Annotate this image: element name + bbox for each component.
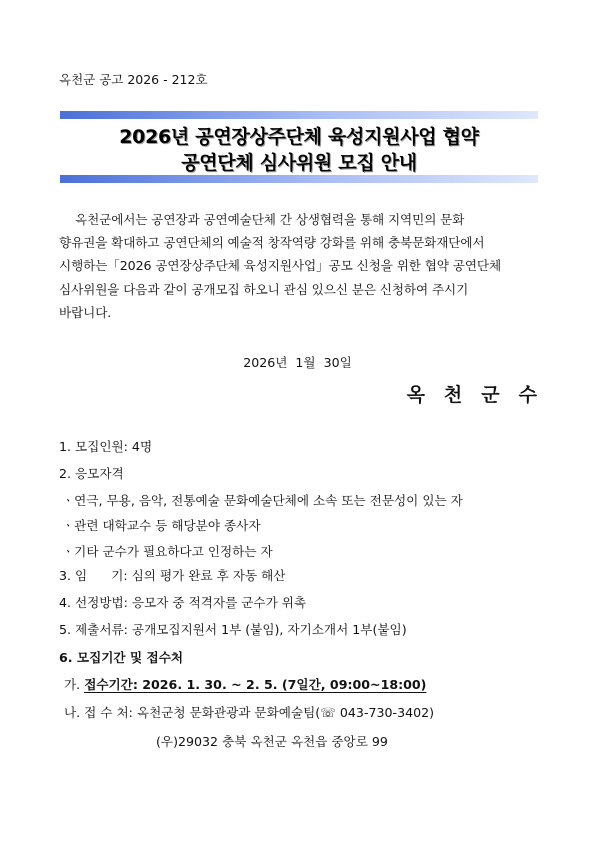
notice-body	[59, 208, 541, 324]
title-bar-bottom	[60, 175, 538, 183]
notice-number: 옥천군 공고 2026 - 212호	[59, 72, 208, 87]
item-period	[64, 674, 426, 693]
body-line: 시행하는「2026 공연장상주단체 육성지원사업」공모 신청을 위한 협약 공연단체	[59, 258, 502, 274]
item-period-heading: 6. 모집기간 및 접수처	[59, 650, 184, 665]
item-recruit-count: 1. 모집인원: 4명	[59, 439, 153, 454]
item-address: (우)29032 충북 옥천군 옥천읍 중앙로 99	[156, 734, 388, 749]
body-line: 옥천군에서는 공연장과 공연예술단체 간 상생협력을 통해 지역민의 문화	[75, 212, 465, 227]
notice-date: 2026년 1월 30일	[243, 355, 352, 370]
item-contact: 나. 접 수 처: 옥천군청 문화관광과 문화예술팀(☏ 043-730-3402)	[64, 705, 435, 720]
body-line: 심사위원을 다음과 같이 공개모집 하오니 관심 있으신 분은 신청하여 주시기	[59, 281, 469, 297]
body-line: 바랍니다.	[59, 304, 112, 320]
document-title-line1: 2026년 공연장상주단체 육성지원사업 협약	[119, 126, 479, 148]
item-documents: 5. 제출서류: 공개모집지원서 1부 (붙임), 자기소개서 1부(붙임)	[59, 622, 407, 637]
body-line: 향유권을 확대하고 공연단체의 예술적 창작역량 강화를 위해 충북문화재단에서	[59, 235, 485, 251]
item-qualification-heading: 2. 응모자격	[59, 466, 124, 481]
qualification-item: ㆍ기타 군수가 필요하다고 인정하는 자	[62, 544, 273, 559]
item-term: 3. 임 기: 심의 평가 완료 후 자동 해산	[59, 568, 286, 583]
title-bar-top	[60, 111, 538, 119]
document-title-line2: 공연단체 심사위원 모집 안내	[181, 152, 417, 174]
period-value: 접수기간: 2026. 1. 30. ~ 2. 5. (7일간, 09:00~18:00)	[84, 677, 427, 692]
period-prefix: 가.	[64, 677, 85, 692]
signer-name: 옥천군수	[406, 384, 556, 406]
item-selection: 4. 선정방법: 응모자 중 적격자를 군수가 위촉	[59, 595, 307, 610]
qualification-item: ㆍ관련 대학교수 등 해당분야 종사자	[62, 518, 261, 533]
qualification-item: ㆍ연극, 무용, 음악, 전통예술 문화예술단체에 소속 또는 전문성이 있는 자	[62, 493, 463, 508]
